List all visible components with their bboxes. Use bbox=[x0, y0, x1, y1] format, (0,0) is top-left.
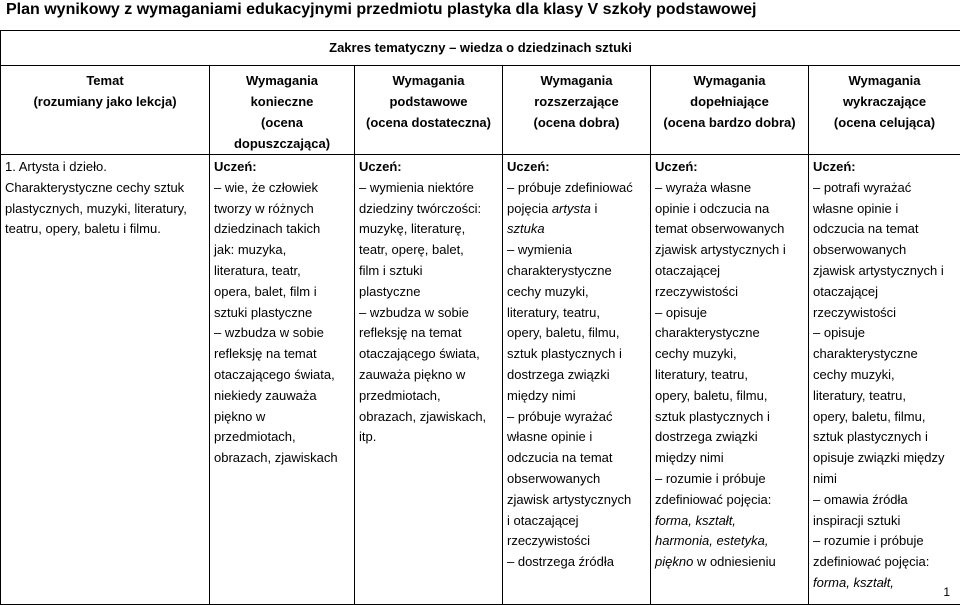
header-line: Wymagania bbox=[655, 70, 804, 91]
span-header-row bbox=[1, 31, 960, 66]
table-row bbox=[1, 155, 960, 605]
cell-line: cechy muzyki, bbox=[655, 344, 804, 365]
cell-line: obserwowanych bbox=[507, 469, 646, 490]
cell-line: – opisuje bbox=[655, 303, 804, 324]
cell-line: – rozumie i próbuje bbox=[813, 531, 956, 552]
cell-line: opinie i odczucia na bbox=[655, 199, 804, 220]
cell-line: itp. bbox=[359, 427, 498, 448]
podstawowe-cell bbox=[355, 155, 503, 605]
cell-line: między nimi bbox=[507, 386, 646, 407]
cell-line: tworzy w różnych bbox=[214, 199, 350, 220]
cell-line: 1. Artysta i dzieło. bbox=[5, 157, 205, 178]
cell-line: opery, baletu, filmu, bbox=[655, 386, 804, 407]
cell-line: dziedzinach takich bbox=[214, 219, 350, 240]
cell-line: cechy muzyki, bbox=[813, 365, 956, 386]
cell-line: sztuk plastycznych i bbox=[813, 427, 956, 448]
cell-line: – rozumie i próbuje bbox=[655, 469, 804, 490]
cell-line: sztuk plastycznych i bbox=[507, 344, 646, 365]
cell-line: refleksję na temat bbox=[214, 344, 350, 365]
header-line: (ocena dobra) bbox=[507, 112, 646, 133]
header-line: Temat bbox=[5, 70, 205, 91]
cell-line: – wzbudza w sobie bbox=[214, 323, 350, 344]
cell-line: zjawisk artystycznych bbox=[507, 490, 646, 511]
cell-line: rzeczywistości bbox=[507, 531, 646, 552]
cell-line: opery, baletu, filmu, bbox=[507, 323, 646, 344]
cell-line: rzeczywistości bbox=[813, 303, 956, 324]
cell-line: – wzbudza w sobie bbox=[359, 303, 498, 324]
cell-line: opery, baletu, filmu, bbox=[813, 407, 956, 428]
cell-line: plastyczne bbox=[359, 282, 498, 303]
cell-line: własne opinie i bbox=[813, 199, 956, 220]
cell-line: otaczającego świata, bbox=[214, 365, 350, 386]
cell-line: inspiracji sztuki bbox=[813, 511, 956, 532]
cell-line: zjawisk artystycznych i bbox=[655, 240, 804, 261]
cell-line: i otaczającej bbox=[507, 511, 646, 532]
cell-line: opisuje związki między bbox=[813, 448, 956, 469]
cell-line: forma, kształt, bbox=[655, 511, 804, 532]
cell-line: otaczającej bbox=[655, 261, 804, 282]
header-line: Wymagania bbox=[359, 70, 498, 91]
cell-line: – omawia źródła bbox=[813, 490, 956, 511]
column-header-temat bbox=[1, 66, 210, 155]
cell-line: zdefiniować pojęcia: bbox=[655, 490, 804, 511]
header-line: dopuszczająca) bbox=[214, 133, 350, 154]
rozszerzajace-cell bbox=[503, 155, 651, 605]
header-line: (ocena bbox=[214, 112, 350, 133]
konieczne-cell bbox=[210, 155, 355, 605]
cell-line: sztuka bbox=[507, 219, 646, 240]
cell-line: literatury, teatru, bbox=[507, 303, 646, 324]
cell-line: refleksję na temat bbox=[359, 323, 498, 344]
cell-line: charakterystyczne bbox=[655, 323, 804, 344]
cell-line: temat obserwowanych bbox=[655, 219, 804, 240]
header-line: rozszerzające bbox=[507, 91, 646, 112]
cell-line: film i sztuki bbox=[359, 261, 498, 282]
column-header-wykraczajace bbox=[809, 66, 960, 155]
cell-line: Uczeń: bbox=[359, 157, 498, 178]
column-header-row bbox=[1, 66, 960, 155]
cell-line: opera, balet, film i bbox=[214, 282, 350, 303]
header-line: Wymagania bbox=[214, 70, 350, 91]
cell-line: Uczeń: bbox=[655, 157, 804, 178]
cell-line: – potrafi wyrażać bbox=[813, 178, 956, 199]
wykraczajace-cell bbox=[809, 155, 960, 605]
cell-line: między nimi bbox=[655, 448, 804, 469]
header-line: Wymagania bbox=[813, 70, 956, 91]
header-line: (ocena dostateczna) bbox=[359, 112, 498, 133]
cell-line: – wymienia niektóre bbox=[359, 178, 498, 199]
cell-line: – wie, że człowiek bbox=[214, 178, 350, 199]
requirements-table bbox=[0, 30, 960, 605]
cell-line: harmonia, estetyka, bbox=[655, 531, 804, 552]
column-header-podstawowe bbox=[355, 66, 503, 155]
cell-line: pojęcia artysta i bbox=[507, 199, 646, 220]
cell-line: nimi bbox=[813, 469, 956, 490]
cell-line: sztuk plastycznych i bbox=[655, 407, 804, 428]
cell-line: zjawisk artystycznych i bbox=[813, 261, 956, 282]
cell-line: – dostrzega źródła bbox=[507, 552, 646, 573]
cell-line: cechy muzyki, bbox=[507, 282, 646, 303]
header-line: podstawowe bbox=[359, 91, 498, 112]
cell-line: Uczeń: bbox=[507, 157, 646, 178]
cell-line: piękno w odniesieniu bbox=[655, 552, 804, 573]
cell-line: plastycznych, muzyki, literatury, bbox=[5, 199, 205, 220]
cell-line: jak: muzyka, bbox=[214, 240, 350, 261]
cell-line: obrazach, zjawiskach bbox=[214, 448, 350, 469]
cell-line: – wymienia bbox=[507, 240, 646, 261]
header-line: dopełniające bbox=[655, 91, 804, 112]
cell-line: Charakterystyczne cechy sztuk bbox=[5, 178, 205, 199]
column-header-rozszerzajace bbox=[503, 66, 651, 155]
document-title: Plan wynikowy z wymaganiami edukacyjnymi przedmiotu plastyka dla klasy V szkoły podstawowej bbox=[6, 0, 756, 20]
column-header-dopelniajace bbox=[651, 66, 809, 155]
header-line: konieczne bbox=[214, 91, 350, 112]
cell-line: sztuki plastyczne bbox=[214, 303, 350, 324]
cell-line: forma, kształt, bbox=[813, 573, 956, 594]
header-line: (ocena bardzo dobra) bbox=[655, 112, 804, 133]
cell-line: niekiedy zauważa bbox=[214, 386, 350, 407]
header-line: (rozumiany jako lekcja) bbox=[5, 91, 205, 112]
cell-line: dziedziny twórczości: bbox=[359, 199, 498, 220]
cell-line: dostrzega związki bbox=[655, 427, 804, 448]
header-line: (ocena celująca) bbox=[813, 112, 956, 133]
topic-cell bbox=[1, 155, 210, 605]
cell-line: – próbuje zdefiniować bbox=[507, 178, 646, 199]
column-header-konieczne bbox=[210, 66, 355, 155]
cell-line: Uczeń: bbox=[214, 157, 350, 178]
cell-line: obrazach, zjawiskach, bbox=[359, 407, 498, 428]
cell-line: dostrzega związki bbox=[507, 365, 646, 386]
cell-line: Uczeń: bbox=[813, 157, 956, 178]
cell-line: otaczającego świata, bbox=[359, 344, 498, 365]
span-header: Zakres tematyczny – wiedza o dziedzinach sztuki bbox=[1, 31, 960, 66]
cell-line: – opisuje bbox=[813, 323, 956, 344]
cell-line: literatura, teatr, bbox=[214, 261, 350, 282]
cell-line: własne opinie i bbox=[507, 427, 646, 448]
cell-line: charakterystyczne bbox=[813, 344, 956, 365]
page-number: 1 bbox=[943, 585, 950, 599]
cell-line: odczucia na temat bbox=[813, 219, 956, 240]
cell-line: piękno w bbox=[214, 407, 350, 428]
cell-line: zdefiniować pojęcia: bbox=[813, 552, 956, 573]
cell-line: – wyraża własne bbox=[655, 178, 804, 199]
cell-line: charakterystyczne bbox=[507, 261, 646, 282]
cell-line: rzeczywistości bbox=[655, 282, 804, 303]
cell-line: teatr, operę, balet, bbox=[359, 240, 498, 261]
cell-line: literatury, teatru, bbox=[655, 365, 804, 386]
cell-line: obserwowanych bbox=[813, 240, 956, 261]
cell-line: otaczającej bbox=[813, 282, 956, 303]
cell-line: przedmiotach, bbox=[214, 427, 350, 448]
cell-line: literatury, teatru, bbox=[813, 386, 956, 407]
header-line: wykraczające bbox=[813, 91, 956, 112]
cell-line: zauważa piękno w bbox=[359, 365, 498, 386]
header-line: Wymagania bbox=[507, 70, 646, 91]
cell-line: – próbuje wyrażać bbox=[507, 407, 646, 428]
cell-line: teatru, opery, baletu i filmu. bbox=[5, 219, 205, 240]
cell-line: przedmiotach, bbox=[359, 386, 498, 407]
cell-line: odczucia na temat bbox=[507, 448, 646, 469]
dopelniajace-cell bbox=[651, 155, 809, 605]
cell-line: muzykę, literaturę, bbox=[359, 219, 498, 240]
